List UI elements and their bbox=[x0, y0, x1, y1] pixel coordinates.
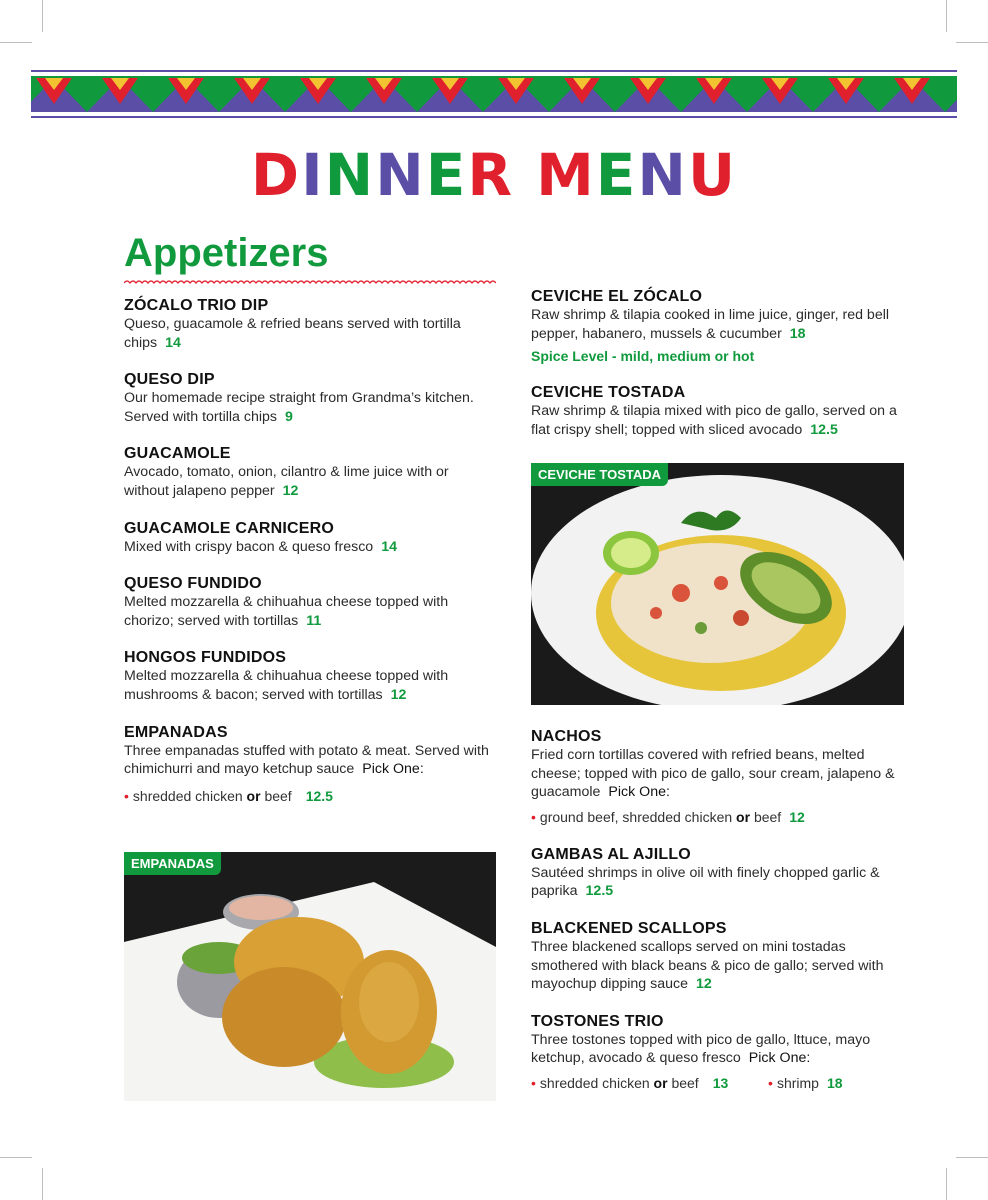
item-desc: Melted mozzarella & chihuahua cheese topped with chorizo; served with tortillas 11 bbox=[124, 594, 449, 629]
decorative-border bbox=[31, 70, 957, 118]
item-name: ZÓCALO TRIO DIP bbox=[124, 297, 269, 314]
title-letter: N bbox=[375, 141, 426, 209]
crop-mark bbox=[946, 1168, 947, 1200]
nachos-option: • ground beef, shredded chicken or beef 12 bbox=[531, 808, 805, 825]
item-desc: Raw shrimp & tilapia cooked in lime juice, ginger, red bell pepper, habanero, mussels & cucumber 18 bbox=[531, 307, 890, 342]
wavy-divider bbox=[124, 278, 496, 288]
tostones-options: • shredded chicken or beef 13 • shrimp 18 bbox=[531, 1074, 843, 1091]
item-desc: Fried corn tortillas covered with refried beans, melted cheese; topped with pico de gallo, sour cream, jalapeno & guacamole Pick One: bbox=[531, 747, 895, 801]
right-column-top bbox=[531, 288, 903, 458]
item-price: 14 bbox=[381, 538, 397, 555]
item-desc: Sautéed shrimps in olive oil with finely chopped garlic & paprika 12.5 bbox=[531, 864, 880, 900]
item-name: BLACKENED SCALLOPS bbox=[531, 919, 727, 937]
item-desc: Mixed with crispy bacon & queso fresco 14 bbox=[124, 538, 397, 555]
item-desc: Raw shrimp & tilapia mixed with pico de gallo, served on a flat crispy shell; topped with sliced avocado 12.5 bbox=[531, 403, 897, 438]
menu-item bbox=[531, 846, 903, 901]
photo-label-ceviche: CEVICHE TOSTADA bbox=[531, 463, 668, 486]
title-letter: U bbox=[687, 141, 738, 209]
title-letter: D bbox=[250, 141, 302, 209]
section-heading-appetizers: Appetizers bbox=[124, 231, 329, 275]
item-desc: Our homemade recipe straight from Grandma’s kitchen. Served with tortilla chips 9 bbox=[124, 390, 474, 425]
title-letter: M bbox=[536, 141, 596, 209]
title-letter: E bbox=[425, 141, 468, 209]
page-title bbox=[0, 141, 988, 209]
item-desc: Three blackened scallops served on mini tostadas smothered with black beans & pico de gallo; served with mayochup dipping sauce 12 bbox=[531, 938, 884, 993]
title-letter: R bbox=[467, 141, 515, 209]
item-price: 11 bbox=[306, 612, 322, 629]
crop-mark bbox=[42, 0, 43, 32]
item-desc: Queso, guacamole & refried beans served with tortilla chips 14 bbox=[124, 316, 461, 351]
item-name: HONGOS FUNDIDOS bbox=[124, 649, 287, 667]
item-name: QUESO FUNDIDO bbox=[124, 575, 262, 593]
item-name: GAMBAS AL AJILLO bbox=[531, 845, 691, 863]
empanadas-photo bbox=[124, 852, 496, 1101]
item-name: CEVICHE EL ZÓCALO bbox=[531, 288, 703, 305]
title-letter: E bbox=[595, 141, 638, 209]
item-price: 14 bbox=[165, 334, 181, 351]
title-letter: I bbox=[301, 141, 325, 209]
menu-item bbox=[531, 920, 903, 994]
photo-label-empanadas: EMPANADAS bbox=[124, 852, 221, 875]
item-name: EMPANADAS bbox=[124, 723, 228, 741]
item-name: TOSTONES TRIO bbox=[531, 1012, 664, 1030]
menu-item bbox=[531, 384, 903, 439]
crop-mark bbox=[0, 1157, 32, 1158]
item-name: NACHOS bbox=[531, 728, 602, 745]
title-letter: N bbox=[324, 141, 376, 209]
menu-item bbox=[124, 445, 489, 500]
menu-item bbox=[124, 371, 489, 426]
item-desc: Three tostones topped with pico de gallo, lttuce, mayo ketchup, avocado & queso fresco Pick One: bbox=[531, 1031, 871, 1067]
item-price: 12 bbox=[282, 482, 299, 499]
right-column-bottom bbox=[531, 728, 903, 1093]
menu-item bbox=[124, 724, 489, 779]
menu-item bbox=[124, 575, 489, 630]
empanadas-option: • shredded chicken or beef 12.5 bbox=[124, 787, 333, 804]
menu-item bbox=[531, 728, 903, 802]
ceviche-illustration bbox=[531, 463, 904, 705]
item-name: GUACAMOLE CARNICERO bbox=[124, 519, 335, 537]
left-column bbox=[124, 297, 489, 806]
item-desc: Three empanadas stuffed with potato & meat. Served with chimichurri and mayo ketchup sauce Pick One: bbox=[124, 742, 489, 778]
crop-mark bbox=[946, 0, 947, 32]
crop-mark bbox=[0, 42, 32, 43]
crop-mark bbox=[956, 1157, 988, 1158]
menu-item bbox=[124, 649, 489, 704]
crop-mark bbox=[956, 42, 988, 43]
crop-mark bbox=[42, 1168, 43, 1200]
item-price: 9 bbox=[284, 408, 293, 425]
item-name: QUESO DIP bbox=[124, 371, 215, 389]
item-price: 12 bbox=[390, 686, 407, 703]
menu-item bbox=[124, 297, 489, 352]
menu-item bbox=[124, 520, 489, 557]
menu-item bbox=[531, 1013, 903, 1068]
menu-item bbox=[531, 288, 903, 343]
item-desc: Melted mozzarella & chihuahua cheese topped with mushrooms & bacon; served with tortillas 12 bbox=[124, 668, 449, 703]
item-name: CEVICHE TOSTADA bbox=[531, 384, 686, 402]
item-name: GUACAMOLE bbox=[124, 445, 231, 463]
empanadas-illustration bbox=[124, 852, 496, 1101]
spice-level: Spice Level - mild, medium or hot bbox=[531, 348, 755, 365]
item-desc: Avocado, tomato, onion, cilantro & lime juice with or without jalapeno pepper 12 bbox=[124, 464, 449, 499]
title-letter: N bbox=[637, 141, 688, 209]
ceviche-photo bbox=[531, 463, 904, 705]
